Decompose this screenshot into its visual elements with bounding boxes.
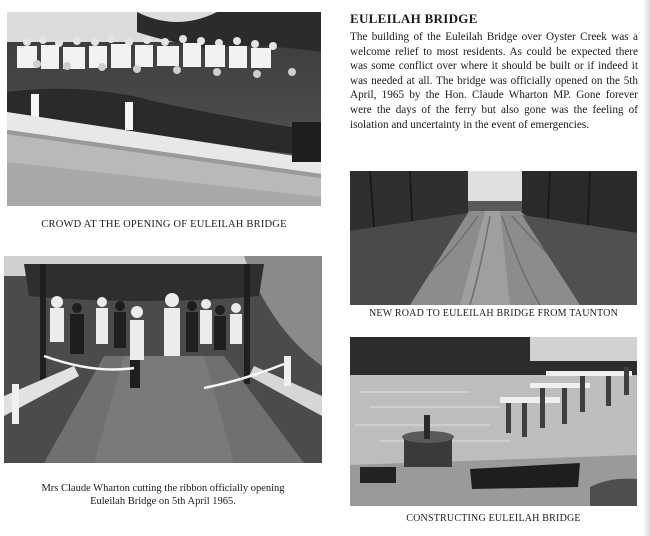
article-paragraph: The building of the Euleilah Bridge over Oyster Creek was a welcome relief to most residents. As could be expected there was some conflict over where it should be built or if indeed it was needed at all. The bridge was officially opened on the 5th April, 1965 by the Hon. Claude Wharton MP. Gone forever were the days of the ferry but also gone was the feeling of isolation and uncertainty in the event of emergencies. bbox=[350, 31, 638, 131]
new-road-caption: NEW ROAD TO EULEILAH BRIDGE FROM TAUNTON bbox=[368, 308, 619, 319]
construction-caption: CONSTRUCTING EULEILAH BRIDGE bbox=[406, 513, 581, 524]
crowd-photo bbox=[7, 12, 321, 206]
ribbon-caption-line1: Mrs Claude Wharton cutting the ribbon officially opening bbox=[41, 483, 285, 494]
new-road-photo bbox=[350, 171, 637, 305]
construction-photo bbox=[350, 337, 637, 506]
ribbon-cutting-photo bbox=[4, 256, 322, 463]
page-edge-shadow bbox=[643, 0, 651, 536]
ribbon-cutting-caption bbox=[4, 482, 322, 508]
article-title: EULEILAH BRIDGE bbox=[350, 11, 478, 26]
crowd-caption: CROWD AT THE OPENING OF EULEILAH BRIDGE bbox=[41, 219, 287, 230]
ribbon-caption-line2: Euleilah Bridge on 5th April 1965. bbox=[90, 496, 236, 507]
article-body bbox=[350, 30, 638, 132]
